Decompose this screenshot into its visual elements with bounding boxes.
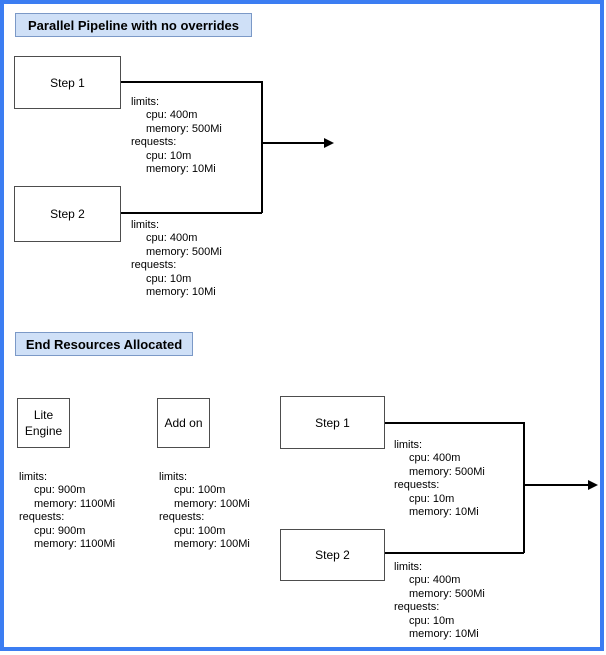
- resource-line: requests:: [131, 136, 177, 149]
- resource-line: cpu: 400m: [146, 109, 198, 122]
- node-label: Lite Engine: [24, 408, 63, 438]
- resource-line: memory: 100Mi: [174, 497, 250, 510]
- section-title-pipeline-label: Parallel Pipeline with no overrides: [28, 17, 239, 33]
- resource-line: requests:: [394, 479, 440, 492]
- node-add-on: [157, 398, 210, 448]
- resource-line: memory: 10Mi: [409, 506, 479, 519]
- resource-line: memory: 10Mi: [146, 163, 216, 176]
- resource-line: cpu: 100m: [174, 484, 226, 497]
- connector-line: [261, 81, 263, 213]
- node-label: Step 2: [50, 207, 85, 221]
- resource-line: requests:: [159, 511, 205, 524]
- resource-line: limits:: [131, 96, 160, 108]
- resource-line: memory: 100Mi: [174, 538, 250, 551]
- section-title-end-resources-label: End Resources Allocated: [25, 336, 183, 352]
- connector-line: [523, 484, 588, 486]
- arrow-right-icon: [324, 138, 334, 148]
- arrow-right-icon: [588, 480, 598, 490]
- resource-line: cpu: 10m: [146, 272, 192, 285]
- connector-line: [385, 552, 524, 554]
- resource-line: memory: 1100Mi: [34, 538, 116, 551]
- section-title-pipeline: [15, 13, 252, 37]
- resource-line: cpu: 900m: [34, 484, 86, 497]
- resources-pipeline-step1: [131, 96, 222, 176]
- resource-line: limits:: [131, 219, 160, 231]
- node-pipeline-step1: [14, 56, 121, 109]
- resource-line: cpu: 400m: [409, 452, 461, 465]
- resources-pipeline-step2: [131, 219, 222, 299]
- resources-lite-engine: [19, 471, 115, 551]
- node-label: Step 1: [315, 415, 350, 430]
- connector-line: [385, 422, 524, 424]
- node-label: Step 1: [50, 75, 85, 90]
- resource-line: cpu: 10m: [409, 614, 455, 627]
- resources-end-step1: [394, 439, 485, 519]
- resource-line: limits:: [394, 561, 423, 573]
- resource-line: memory: 500Mi: [409, 465, 485, 478]
- resource-line: limits:: [19, 471, 48, 483]
- resource-line: cpu: 10m: [409, 492, 455, 505]
- resource-line: limits:: [394, 439, 423, 451]
- resource-line: cpu: 100m: [174, 524, 226, 537]
- resource-line: requests:: [19, 511, 65, 524]
- resource-line: memory: 1100Mi: [34, 497, 116, 510]
- connector-line: [121, 81, 262, 83]
- connector-line: [523, 422, 525, 553]
- node-lite-engine: [17, 398, 70, 448]
- resource-line: memory: 10Mi: [146, 286, 216, 299]
- resource-line: cpu: 400m: [409, 574, 461, 587]
- node-label: Step 2: [315, 548, 350, 562]
- resource-line: memory: 10Mi: [409, 628, 479, 641]
- resource-line: requests:: [394, 601, 440, 614]
- resource-line: memory: 500Mi: [409, 587, 485, 600]
- node-pipeline-step2: [14, 186, 121, 242]
- resource-line: limits:: [159, 471, 188, 483]
- node-label: Add on: [164, 416, 203, 430]
- section-title-end-resources: [15, 332, 193, 356]
- resource-line: cpu: 400m: [146, 232, 198, 245]
- resources-end-step2: [394, 561, 485, 641]
- node-end-step2: [280, 529, 385, 581]
- resource-line: cpu: 10m: [146, 149, 192, 162]
- resources-add-on: [159, 471, 250, 551]
- resource-line: memory: 500Mi: [146, 122, 222, 135]
- resource-line: cpu: 900m: [34, 524, 86, 537]
- resource-line: memory: 500Mi: [146, 245, 222, 258]
- resource-line: requests:: [131, 259, 177, 272]
- node-end-step1: [280, 396, 385, 449]
- connector-line: [121, 212, 262, 214]
- connector-line: [261, 142, 324, 144]
